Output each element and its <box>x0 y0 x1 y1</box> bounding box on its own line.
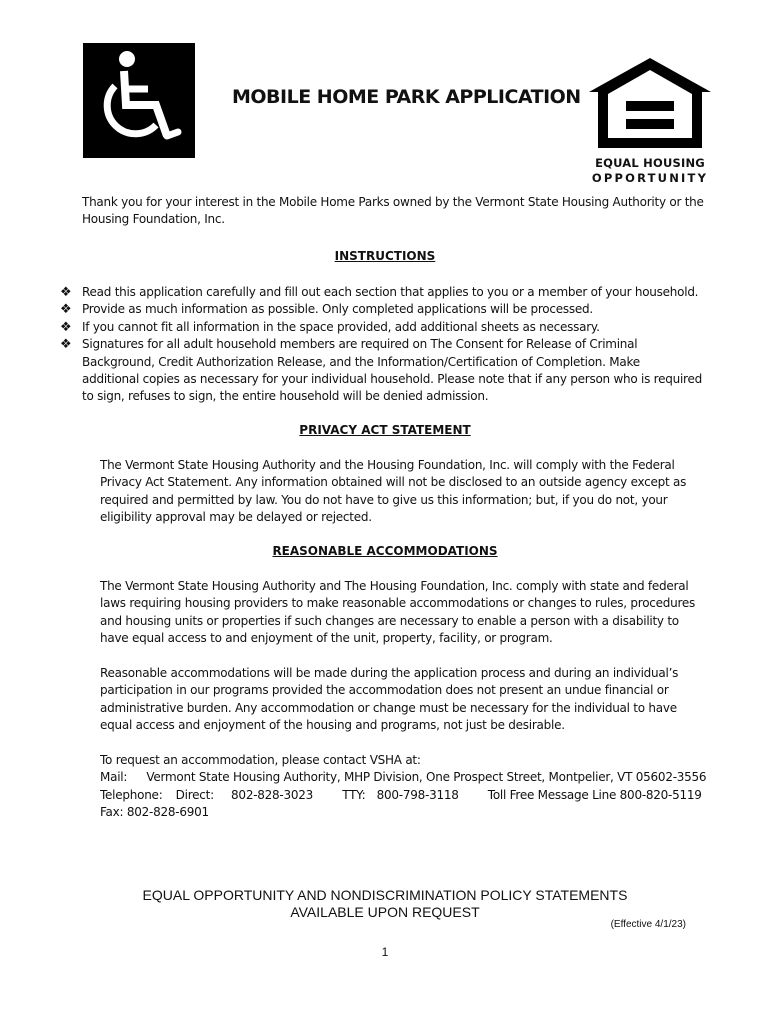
diamond-bullet-icon: ❖ <box>60 337 72 353</box>
eho-line1: EQUAL HOUSING <box>595 156 705 170</box>
equal-housing-house-icon <box>589 58 711 150</box>
tty-label: TTY: <box>342 787 366 802</box>
policy-statement-line: EQUAL OPPORTUNITY AND NONDISCRIMINATION POLICY STATEMENTS <box>142 887 628 903</box>
diamond-bullet-icon: ❖ <box>60 302 72 318</box>
diamond-bullet-icon: ❖ <box>60 285 72 300</box>
effective-date: (Effective 4/1/23) <box>610 919 686 930</box>
intro-line: Thank you for your interest in the Mobile Home Parks owned by the Vermont State Housing Authority or the <box>82 195 704 209</box>
paragraph-line: The Vermont State Housing Authority and the Housing Foundation, Inc. will comply with the Federal <box>100 458 675 472</box>
tty-phone: 800-798-3118 <box>376 787 459 802</box>
paragraph-line: The Vermont State Housing Authority and The Housing Foundation, Inc. comply with state and federal <box>100 579 689 593</box>
list-item-line: Signatures for all adult household members are required on The Consent for Release of Criminal <box>82 337 638 352</box>
wheelchair-icon <box>83 43 195 158</box>
fax-label: Fax: <box>100 805 124 820</box>
tollfree-label: Toll Free Message Line <box>487 787 617 802</box>
paragraph-line: participation in our programs provided the accommodation does not present an undue financial or <box>100 683 669 698</box>
accommodations-paragraph-1 <box>100 578 695 648</box>
telephone-label: Telephone: <box>100 787 163 802</box>
paragraph-line: Privacy Act Statement. Any information obtained will not be disclosed to an outside agency except as <box>100 475 687 490</box>
page-title: MOBILE HOME PARK APPLICATION <box>232 86 581 108</box>
list-item <box>60 319 702 336</box>
privacy-paragraph <box>100 457 686 527</box>
mail-address: Vermont State Housing Authority, MHP Division, One Prospect Street, Montpelier, VT 05602-3556 <box>146 770 707 785</box>
mail-label: Mail: <box>100 770 128 785</box>
list-item-line: additional copies as necessary for your individual household. Please note that if any person who is required <box>82 372 702 387</box>
fax-line <box>100 804 706 821</box>
contact-block <box>100 752 706 822</box>
list-item-line: Read this application carefully and fill out each section that applies to you or a member of your household. <box>82 285 699 299</box>
instructions-heading: INSTRUCTIONS <box>334 249 436 263</box>
paragraph-line: eligibility approval may be delayed or rejected. <box>100 510 372 525</box>
intro-line: Housing Foundation, Inc. <box>82 212 225 227</box>
privacy-heading: PRIVACY ACT STATEMENT <box>299 423 471 437</box>
paragraph-line: equal access and enjoyment of the housing and programs, not just be desirable. <box>100 718 565 733</box>
list-item-line: If you cannot fit all information in the space provided, add additional sheets as necessary. <box>82 319 600 334</box>
direct-phone: 802-828-3023 <box>231 787 314 802</box>
paragraph-line: administrative burden. Any accommodation or change must be necessary for the individual to have <box>100 700 677 715</box>
paragraph-line: and housing units or properties if such changes are necessary to enable a person with a disability to <box>100 613 679 628</box>
fax-number: 802-828-6901 <box>126 805 209 820</box>
list-item <box>60 336 702 406</box>
list-item-line: to sign, refuses to sign, the entire household will be denied admission. <box>82 389 489 404</box>
eho-line2: OPPORTUNITY <box>591 171 709 185</box>
accommodations-heading: REASONABLE ACCOMMODATIONS <box>272 544 498 558</box>
equal-housing-logo <box>589 58 711 184</box>
page-number: 1 <box>381 945 389 959</box>
list-item-line: Provide as much information as possible. Only completed applications will be processed. <box>82 302 593 317</box>
instructions-list <box>60 284 702 406</box>
wheelchair-accessibility-logo <box>83 43 195 158</box>
paragraph-line: have equal access to and enjoyment of the unit, property, facility, or program. <box>100 631 553 646</box>
policy-statement-line: AVAILABLE UPON REQUEST <box>290 904 480 920</box>
direct-label: Direct: <box>175 787 214 802</box>
telephone-line <box>100 787 706 804</box>
list-item-line: Background, Credit Authorization Release, and the Information/Certification of Completion. Make <box>82 354 640 369</box>
accommodations-paragraph-2 <box>100 665 678 735</box>
intro-text <box>82 194 704 229</box>
mail-line <box>100 769 706 786</box>
paragraph-line: Reasonable accommodations will be made during the application process and during an individual’s <box>100 666 679 680</box>
list-item <box>60 284 702 301</box>
paragraph-line: laws requiring housing providers to make reasonable accommodations or changes to rules, procedures <box>100 596 696 611</box>
contact-intro: To request an accommodation, please contact VSHA at: <box>100 753 421 767</box>
paragraph-line: required and permitted by law. You do not have to give us this information; but, if you do not, your <box>100 492 668 507</box>
tollfree-phone: 800-820-5119 <box>619 787 702 802</box>
diamond-bullet-icon: ❖ <box>60 319 72 335</box>
list-item <box>60 301 702 318</box>
